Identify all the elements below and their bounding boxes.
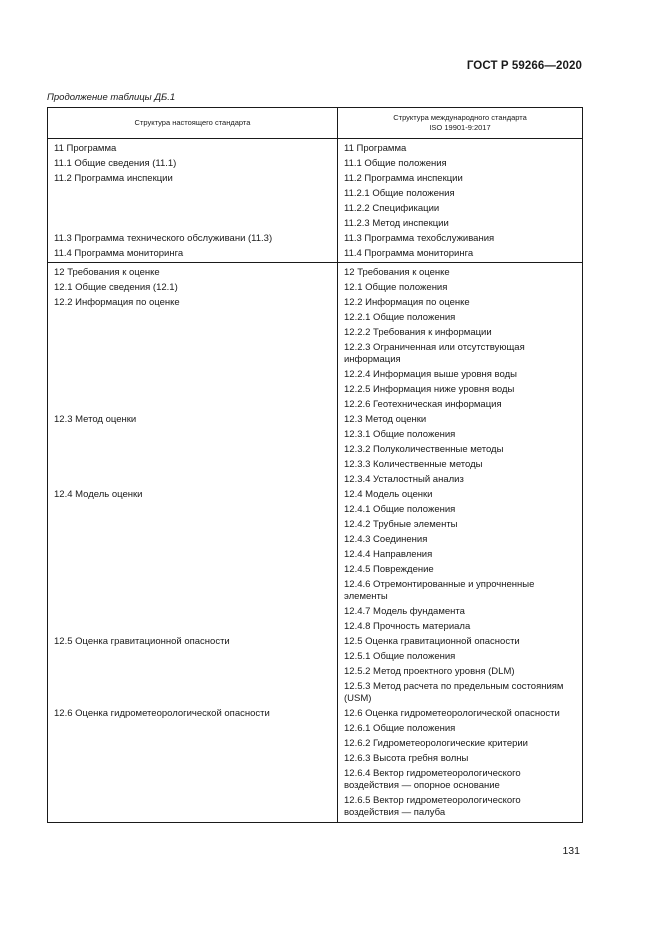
cell-international-standard [338,281,583,296]
cell-international-standard [338,533,583,548]
cell-international-standard [338,326,583,341]
cell-international-standard [338,413,583,428]
cell-text [48,326,337,329]
cell-international-standard [338,722,583,737]
cell-text: 12.5.3 Метод расчета по предельным состояниям (USM) [344,681,564,704]
table-row [48,767,583,794]
cell-text [48,563,337,566]
table-row [48,488,583,503]
cell-international-standard [338,157,583,172]
cell-text [48,518,337,521]
cell-text [48,578,337,581]
cell-current-standard [48,398,338,413]
cell-text [48,202,337,205]
table-row [48,281,583,296]
cell-current-standard [48,326,338,341]
cell-text: 12.2.5 Информация ниже уровня воды [344,384,515,395]
cell-international-standard [338,473,583,488]
cell-text: 12.6 Оценка гидрометеорологической опасности [344,708,560,719]
cell-international-standard [338,217,583,232]
cell-current-standard [48,428,338,443]
cell-text: 12.6.2 Гидрометеорологические критерии [344,738,528,749]
cell-text: 12.3.3 Количественные методы [344,459,483,470]
cell-text: 12.2 Информация по оценке [344,297,470,308]
cell-text: 12.2.4 Информация выше уровня воды [344,369,517,380]
table-row [48,737,583,752]
table-row [48,635,583,650]
document-code: ГОСТ Р 59266—2020 [466,60,582,72]
cell-text: 11.2 Программа инспекции [344,173,463,184]
cell-text [48,650,337,653]
table-row [48,413,583,428]
table-row [48,518,583,533]
cell-international-standard [338,548,583,563]
table-row [48,263,583,282]
table-row [48,311,583,326]
cell-international-standard [338,737,583,752]
cell-text [48,187,337,190]
cell-text: 12.3 Метод оценки [54,414,137,425]
cell-text: 12.3.1 Общие положения [344,429,456,440]
cell-text [48,533,337,536]
cell-current-standard [48,767,338,794]
cell-text: 12.6.3 Высота гребня волны [344,753,469,764]
table-row [48,326,583,341]
cell-current-standard [48,794,338,823]
cell-international-standard [338,247,583,263]
cell-international-standard [338,665,583,680]
cell-text: 12.6.1 Общие положения [344,723,456,734]
cell-international-standard [338,563,583,578]
table-row [48,157,583,172]
table-row [48,548,583,563]
cell-text [48,503,337,506]
cell-international-standard [338,368,583,383]
cell-text: 11.4 Программа мониторинга [54,248,184,259]
column-header-international-standard: Структура международного стандарта ISO 19901-9:2017 [338,108,583,139]
table-row [48,341,583,368]
cell-international-standard [338,488,583,503]
cell-text: 12.3.2 Полуколичественные методы [344,444,504,455]
table-row [48,247,583,263]
cell-text: 11 Программа [344,143,407,154]
cell-text: 12.6.5 Вектор гидрометеорологического воздействия — палуба [344,795,521,818]
cell-international-standard [338,296,583,311]
table-row [48,458,583,473]
cell-current-standard [48,503,338,518]
cell-text: 12.4.5 Повреждение [344,564,434,575]
column-header-current-standard: Структура настоящего стандарта [48,108,338,139]
cell-current-standard [48,722,338,737]
table-row [48,665,583,680]
cell-current-standard [48,139,338,158]
table-row [48,187,583,202]
cell-current-standard [48,413,338,428]
cell-international-standard [338,620,583,635]
cell-text: 12.3.4 Усталостный анализ [344,474,464,485]
cell-international-standard [338,428,583,443]
cell-text [48,548,337,551]
page-number: 131 [562,845,580,857]
cell-current-standard [48,202,338,217]
cell-current-standard [48,187,338,202]
cell-text: 11 Программа [54,143,117,154]
cell-text [48,752,337,755]
cell-current-standard [48,665,338,680]
cell-international-standard [338,232,583,247]
cell-international-standard [338,443,583,458]
cell-international-standard [338,503,583,518]
cell-text: 12.1 Общие положения [344,282,448,293]
cell-text [48,428,337,431]
cell-international-standard [338,383,583,398]
cell-text: 12.4.2 Трубные элементы [344,519,458,530]
cell-text [48,605,337,608]
table-row [48,296,583,311]
cell-international-standard [338,752,583,767]
cell-text [48,620,337,623]
table-row [48,398,583,413]
table-row [48,605,583,620]
cell-international-standard [338,263,583,282]
table-row [48,428,583,443]
cell-text [48,311,337,314]
table-row [48,533,583,548]
cell-text: 11.2.2 Спецификации [344,203,440,214]
cell-text [48,473,337,476]
cell-international-standard [338,187,583,202]
cell-current-standard [48,443,338,458]
table-row [48,650,583,665]
cell-current-standard [48,737,338,752]
cell-text: 12.5 Оценка гравитационной опасности [54,636,230,647]
cell-current-standard [48,473,338,488]
cell-current-standard [48,458,338,473]
cell-international-standard [338,578,583,605]
cell-text: 12.4 Модель оценки [54,489,143,500]
cell-international-standard [338,202,583,217]
cell-current-standard [48,707,338,722]
table-row [48,443,583,458]
cell-text: 12.4.3 Соединения [344,534,428,545]
table-header-row [48,108,583,139]
cell-international-standard [338,635,583,650]
cell-text: 12 Требования к оценке [344,267,450,278]
cell-text [48,443,337,446]
cell-text: 12.2.1 Общие положения [344,312,456,323]
cell-text [48,794,337,797]
cell-international-standard [338,458,583,473]
cell-text [48,383,337,386]
table-caption: Продолжение таблицы ДБ.1 [47,92,176,103]
cell-text: 12.4.6 Отремонтированные и упрочненные элементы [344,579,535,602]
structure-mapping-table [47,107,583,823]
table-row [48,139,583,158]
table-row [48,383,583,398]
cell-international-standard [338,794,583,823]
cell-text [48,217,337,220]
cell-text: 12.6 Оценка гидрометеорологической опасности [54,708,270,719]
cell-text: 11.4 Программа мониторинга [344,248,474,259]
cell-current-standard [48,157,338,172]
cell-text: 11.1 Общие положения [344,158,447,169]
cell-text: 12.3 Метод оценки [344,414,427,425]
table-body [48,139,583,823]
table-row [48,578,583,605]
cell-text: 12.5.1 Общие положения [344,651,456,662]
cell-text: 12.2.3 Ограниченная или отсутствующая информация [344,342,525,365]
table-row [48,722,583,737]
cell-current-standard [48,752,338,767]
cell-text [48,722,337,725]
table-row [48,217,583,232]
table-row [48,172,583,187]
cell-text: 12 Требования к оценке [54,267,160,278]
cell-current-standard [48,232,338,247]
cell-current-standard [48,281,338,296]
table-row [48,707,583,722]
cell-international-standard [338,139,583,158]
cell-text: 12.5.2 Метод проектного уровня (DLM) [344,666,515,677]
cell-international-standard [338,398,583,413]
cell-text: 11.2 Программа инспекции [54,173,173,184]
cell-current-standard [48,650,338,665]
cell-international-standard [338,680,583,707]
table-row [48,620,583,635]
cell-text: 12.4.7 Модель фундамента [344,606,465,617]
cell-text: 11.2.1 Общие положения [344,188,455,199]
cell-international-standard [338,707,583,722]
cell-text: 12.2.2 Требования к информации [344,327,492,338]
cell-current-standard [48,217,338,232]
cell-international-standard [338,650,583,665]
cell-text [48,767,337,770]
table-row [48,232,583,247]
cell-text: 12.1 Общие сведения (12.1) [54,282,178,293]
cell-text [48,680,337,683]
cell-current-standard [48,518,338,533]
table-row [48,752,583,767]
table-row [48,503,583,518]
cell-current-standard [48,548,338,563]
cell-text: 12.5 Оценка гравитационной опасности [344,636,520,647]
cell-international-standard [338,767,583,794]
table-row [48,202,583,217]
cell-text [48,398,337,401]
cell-text: 12.6.4 Вектор гидрометеорологического воздействия — опорное основание [344,768,521,791]
cell-text: 12.4.8 Прочность материала [344,621,471,632]
cell-current-standard [48,368,338,383]
cell-text: 12.2.6 Геотехническая информация [344,399,502,410]
cell-text: 11.1 Общие сведения (11.1) [54,158,177,169]
cell-current-standard [48,296,338,311]
cell-current-standard [48,247,338,263]
cell-current-standard [48,311,338,326]
cell-international-standard [338,605,583,620]
cell-current-standard [48,383,338,398]
cell-international-standard [338,311,583,326]
cell-text: 11.3 Программа техобслуживания [344,233,495,244]
cell-text: 12.2 Информация по оценке [54,297,180,308]
table-row [48,680,583,707]
cell-current-standard [48,680,338,707]
cell-current-standard [48,635,338,650]
cell-text: 12.4 Модель оценки [344,489,433,500]
cell-current-standard [48,341,338,368]
cell-current-standard [48,620,338,635]
cell-current-standard [48,172,338,187]
cell-text [48,737,337,740]
cell-current-standard [48,263,338,282]
cell-text [48,341,337,344]
cell-text [48,665,337,668]
cell-international-standard [338,341,583,368]
cell-current-standard [48,533,338,548]
cell-current-standard [48,578,338,605]
table-row [48,368,583,383]
cell-current-standard [48,488,338,503]
cell-text [48,458,337,461]
cell-text: 11.2.3 Метод инспекции [344,218,449,229]
table-row [48,794,583,823]
table-row [48,473,583,488]
cell-text: 12.4.4 Направления [344,549,433,560]
cell-text: 11.3 Программа технического обслуживани (11.3) [54,233,273,244]
cell-text: 12.4.1 Общие положения [344,504,456,515]
cell-current-standard [48,563,338,578]
table-row [48,563,583,578]
cell-current-standard [48,605,338,620]
cell-text [48,368,337,371]
cell-international-standard [338,518,583,533]
cell-international-standard [338,172,583,187]
